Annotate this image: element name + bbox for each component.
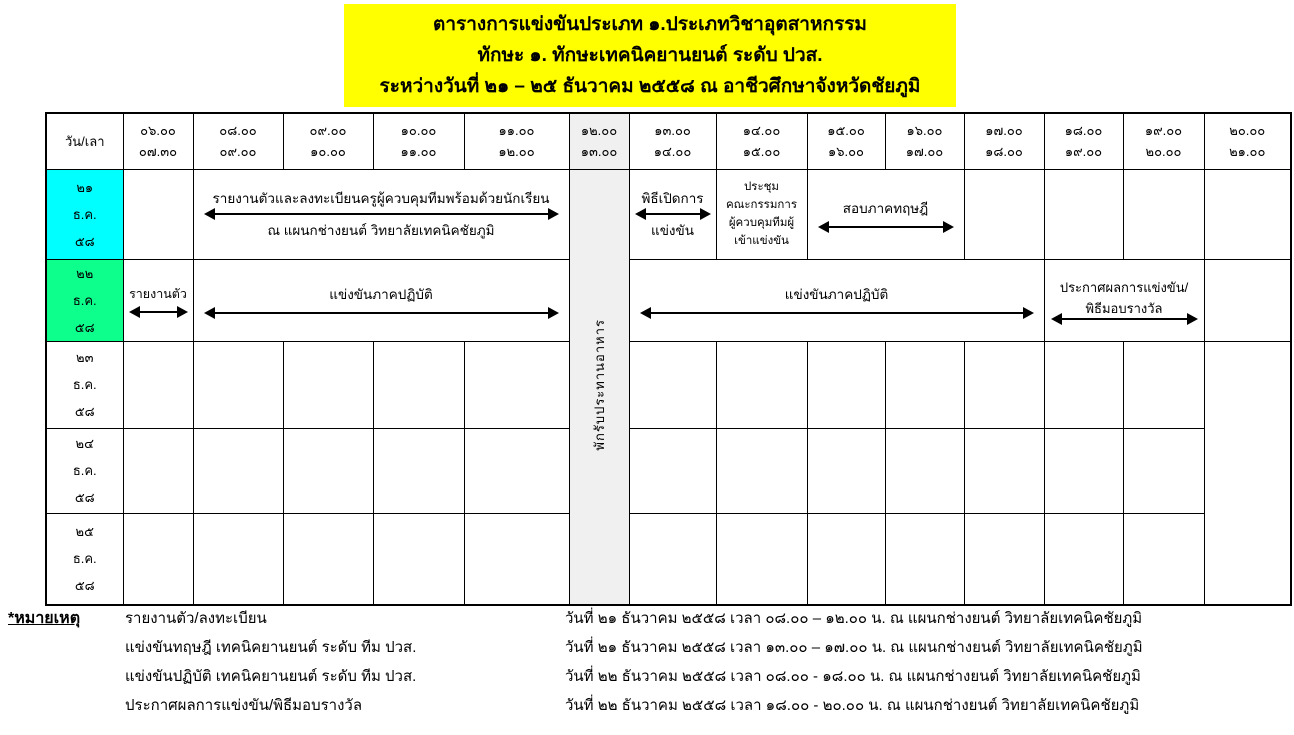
time-end: ๒๐.๐๐ [1145,144,1182,160]
time-header-cell [629,113,716,169]
empty-cell [123,513,193,605]
title-line-3: ระหว่างวันที่ ๒๑ – ๒๕ ธันวาคม ๒๕๕๘ ณ อาชีวศึกษาจังหวัดชัยภูมิ [379,76,921,97]
notes-spacer [8,662,125,691]
note-detail: วันที่ ๒๑ ธันวาคม ๒๕๕๘ เวลา ๑๓.๐๐ – ๑๗.๐๐ น. ณ แผนกช่างยนต์ วิทยาลัยเทคนิคชัยภูมิ [565,639,1143,656]
note-activity: แข่งขันปฏิบัติ เทคนิคยานยนต์ ระดับ ทีม ปวส. [125,668,417,685]
day-number: ๒๑ [76,179,94,195]
empty-cell [964,428,1044,513]
empty-cell [807,341,885,428]
time-start: ๑๘.๐๐ [1064,123,1103,139]
meeting-line: เข้าแข่งขัน [734,235,789,247]
theory-exam-label: สอบภาคทฤษฎี [842,200,929,216]
notes-section [8,604,1288,720]
meeting-line: ประชุม [743,181,780,193]
row-day-21 [46,169,1291,259]
practical-afternoon-cell [629,259,1044,341]
empty-cell [373,428,464,513]
double-arrow [642,312,1032,314]
notes-heading: *หมายเหตุ [8,610,81,627]
time-start: ๑๕.๐๐ [827,123,865,139]
time-end: ๑๕.๐๐ [742,144,781,160]
empty-cell [629,341,716,428]
empty-cell [193,513,283,605]
announcement-cell [1044,259,1204,341]
row-day-23 [46,341,1291,428]
day-cell-24 [46,428,123,513]
empty-cell [123,428,193,513]
notes-spacer [8,691,125,720]
title-line-2: ทักษะ ๑. ทักษะเทคนิคยานยนต์ ระดับ ปวส. [477,45,823,66]
announcement-text-1: ประกาศผลการแข่งขัน/ [1059,279,1189,295]
empty-cell [1044,169,1123,259]
empty-cell [1204,259,1291,341]
empty-cell [629,428,716,513]
day-month: ธ.ค. [72,206,97,222]
time-header-cell [807,113,885,169]
empty-cell [1044,513,1123,605]
day-month: ธ.ค. [72,551,97,567]
time-start: ๑๙.๐๐ [1144,123,1183,139]
time-start: ๑๖.๐๐ [906,123,943,139]
time-header-cell [283,113,373,169]
registration-text-2: ณ แผนกช่างยนต์ วิทยาลัยเทคนิคชัยภูมิ [267,223,495,238]
time-header-cell [123,113,193,169]
checkin-label: รายงานตัว [129,286,187,301]
empty-cell [1204,169,1291,259]
empty-cell [193,428,283,513]
double-arrow [820,226,952,228]
time-start: ๐๖.๐๐ [140,123,176,139]
empty-cell [464,513,569,605]
announcement-text-2: พิธีมอบรางวัล [1085,300,1163,316]
empty-cell [1044,428,1123,513]
opening-text-1: พิธีเปิดการ [641,191,704,206]
day-number: ๒๔ [75,436,94,451]
empty-cell [464,341,569,428]
time-end: ๑๙.๐๐ [1064,144,1103,160]
time-header-cell [964,113,1044,169]
empty-cell [716,428,807,513]
day-year: ๕๘ [74,578,95,594]
empty-cell [629,513,716,605]
time-start: ๑๑.๐๐ [498,123,535,139]
day-cell-23 [46,341,123,428]
time-start: ๐๘.๐๐ [219,123,257,139]
empty-cell [283,428,373,513]
double-arrow [206,312,557,314]
day-number: ๒๕ [75,524,94,540]
time-header-cell [373,113,464,169]
empty-cell [373,513,464,605]
time-start: ๑๔.๐๐ [742,123,781,139]
note-activity: รายงานตัว/ลงทะเบียน [125,610,267,627]
meeting-line: ผู้ควบคุมทีมผู้ [728,217,795,229]
day-year: ๕๘ [74,319,95,335]
empty-cell [1123,341,1204,428]
empty-cell [1123,169,1204,259]
empty-cell [964,169,1044,259]
time-header-cell [193,113,283,169]
lunch-break-cell [569,169,629,605]
notes-spacer [8,633,125,662]
time-start: ๑๗.๐๐ [985,123,1023,139]
empty-cell [964,513,1044,605]
note-detail: วันที่ ๒๒ ธันวาคม ๒๕๕๘ เวลา ๐๘.๐๐ - ๑๘.๐๐ น. ณ แผนกช่างยนต์ วิทยาลัยเทคนิคชัยภูมิ [565,668,1141,685]
practical-afternoon-label: แข่งขันภาคปฏิบัติ [784,286,889,302]
day-year: ๕๘ [74,404,95,419]
empty-cell [807,513,885,605]
committee-meeting-cell [716,169,807,259]
title-block [344,4,956,107]
day-month: ธ.ค. [72,463,97,478]
empty-cell [885,513,964,605]
lunch-break-label: พักรับประทานอาหาร [591,319,607,452]
schedule-table [45,112,1292,606]
time-header-cell [1044,113,1123,169]
empty-cell [1044,341,1123,428]
time-end: ๑๐.๐๐ [310,144,346,160]
time-start: ๑๐.๐๐ [400,123,437,139]
double-arrow [637,213,709,215]
double-arrow [1053,318,1196,320]
empty-cell [123,341,193,428]
practical-morning-cell [193,259,569,341]
time-header-cell [1204,113,1291,169]
empty-cell [123,169,193,259]
time-start: ๑๒.๐๐ [580,123,618,139]
empty-cell [885,428,964,513]
time-header-cell [464,113,569,169]
day-cell-25 [46,513,123,605]
empty-cell [1123,513,1204,605]
opening-text-2: แข่งขัน [651,223,694,238]
day-cell-21 [46,169,123,259]
time-header-cell [885,113,964,169]
time-end: ๑๖.๐๐ [828,144,864,160]
time-header-cell [1123,113,1204,169]
note-detail: วันที่ ๒๒ ธันวาคม ๒๕๕๘ เวลา ๑๘.๐๐ - ๒๐.๐๐ น. ณ แผนกช่างยนต์ วิทยาลัยเทคนิคชัยภูมิ [565,697,1140,714]
time-end: ๐๗.๓๐ [138,144,178,160]
time-end: ๒๑.๐๐ [1229,144,1266,160]
day-year: ๕๘ [74,233,95,249]
title-line-1: ตารางการแข่งขันประเภท ๑.ประเภทวิชาอุตสาหกรรม [433,14,867,35]
empty-cell [716,513,807,605]
time-end: ๑๑.๐๐ [400,144,437,160]
time-end: ๑๒.๐๐ [498,144,535,160]
registration-cell [193,169,569,259]
time-start: ๑๓.๐๐ [654,123,691,139]
corner-header-cell: วัน/เลา [46,113,123,169]
time-end: ๑๗.๐๐ [905,144,944,160]
double-arrow [206,213,557,215]
opening-ceremony-cell [629,169,716,259]
empty-cell [807,428,885,513]
double-arrow [131,311,186,313]
theory-exam-cell [807,169,964,259]
header-row [46,113,1291,169]
time-header-cell [716,113,807,169]
day-cell-22 [46,259,123,341]
time-start: ๐๙.๐๐ [309,123,347,139]
day-year: ๕๘ [74,490,95,505]
empty-cell [716,341,807,428]
empty-cell [283,513,373,605]
time-end: ๐๙.๐๐ [219,144,257,160]
time-end: ๑๔.๐๐ [653,144,692,160]
day-number: ๒๓ [76,350,94,365]
empty-cell [193,341,283,428]
empty-cell [373,341,464,428]
registration-text-1: รายงานตัวและลงทะเบียนครูผู้ควบคุมทีมพร้อมด้วยนักเรียน [212,191,550,206]
row-day-24 [46,428,1291,513]
empty-cell [283,341,373,428]
practical-morning-label: แข่งขันภาคปฏิบัติ [329,286,433,302]
day-month: ธ.ค. [72,377,97,392]
time-start: ๒๐.๐๐ [1229,123,1266,139]
meeting-line: คณะกรรมการ [725,199,798,211]
time-header-cell-lunch [569,113,629,169]
day-month: ธ.ค. [72,292,97,308]
note-activity: ประกาศผลการแข่งขัน/พิธีมอบรางวัล [125,697,363,714]
empty-cell [464,428,569,513]
time-end: ๑๘.๐๐ [985,144,1023,160]
note-activity: แข่งขันทฤษฎี เทคนิคยานยนต์ ระดับ ทีม ปวส. [125,639,417,656]
row-day-22 [46,259,1291,341]
empty-cell [885,341,964,428]
row-day-25 [46,513,1291,605]
time-end: ๑๓.๐๐ [580,144,618,160]
empty-cell [964,341,1044,428]
day-number: ๒๒ [76,265,94,281]
empty-cell [1123,428,1204,513]
note-detail: วันที่ ๒๑ ธันวาคม ๒๕๕๘ เวลา ๐๘.๐๐ – ๑๒.๐๐ น. ณ แผนกช่างยนต์ วิทยาลัยเทคนิคชัยภูมิ [565,610,1143,627]
checkin-cell [123,259,193,341]
